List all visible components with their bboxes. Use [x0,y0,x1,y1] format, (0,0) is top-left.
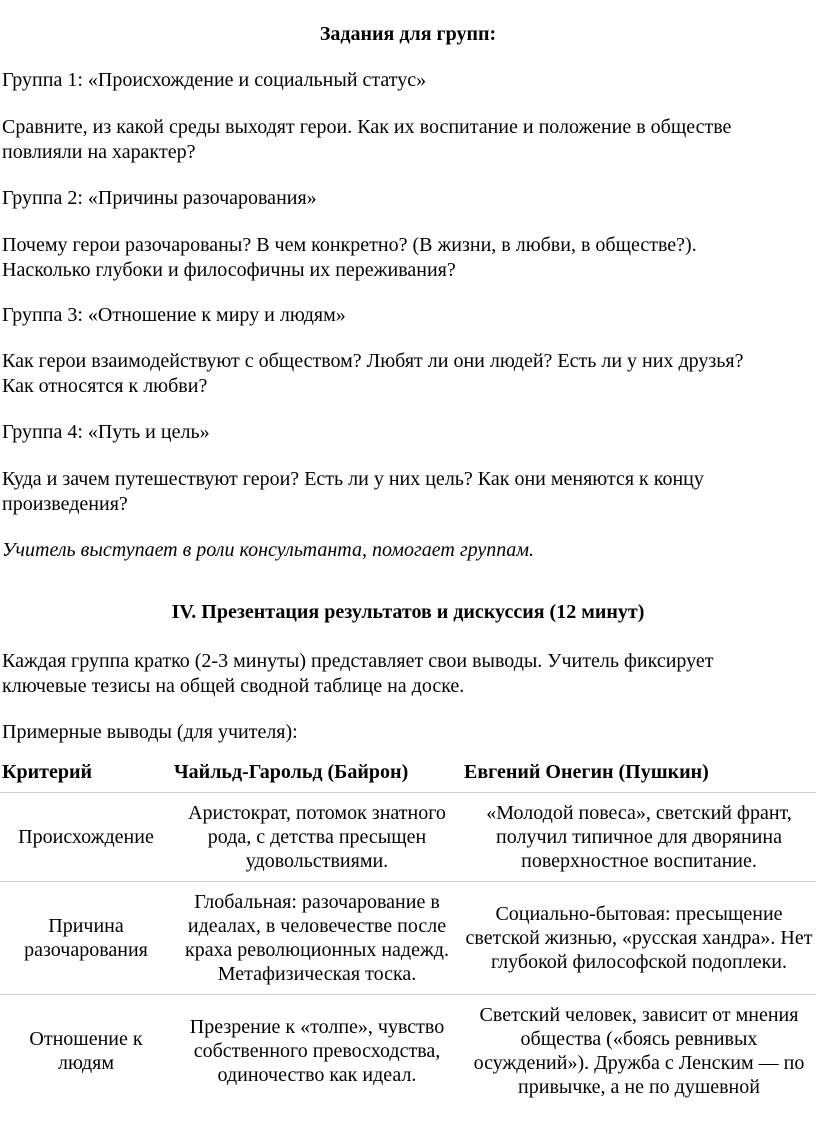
header-criterion: Критерий [2,761,93,783]
group-2-title: Группа 2: «Причины разочарования» [2,187,317,209]
group-1-title: Группа 1: «Происхождение и социальный статус» [2,69,427,91]
section-title: IV. Презентация результатов и дискуссия (12 минут) [171,601,645,623]
comparison-table [0,752,816,1107]
group-4-title: Группа 4: «Путь и цель» [2,421,210,443]
section-text-line-2: ключевые тезисы на общей сводной таблице на доске. [2,675,465,697]
header-onegin: Евгений Онегин (Пушкин) [464,761,709,783]
cell-criterion: Происхождение [0,793,172,882]
cell-onegin: «Молодой повеса», светский франт, получил типичное для дворянина поверхностное воспитание. [462,793,816,882]
cell-criterion: Отношение к людям [0,995,172,1108]
group-2-question-line-2: Насколько глубоки и философичны их переживания? [2,259,456,281]
group-3-question-line-1: Как герои взаимодействуют с обществом? Любят ли они людей? Есть ли у них друзья? [2,350,744,372]
cell-onegin: Социально-бытовая: пресыщение светской жизнью, «русская хандра». Нет глубокой философской подоплеки. [462,882,816,995]
section-text-line-1: Каждая группа кратко (2-3 минуты) представляет свои выводы. Учитель фиксирует [2,650,714,672]
group-2-question-line-1: Почему герои разочарованы? В чем конкретно? (В жизни, в любви, в обществе?). [2,234,697,256]
table-row [0,793,816,882]
cell-criterion: Причина разочарования [0,882,172,995]
group-1-question-line-1: Сравните, из какой среды выходят герои. Как их воспитание и положение в обществе [2,116,732,138]
table-header-row [0,752,816,793]
cell-childe-harold: Презрение к «толпе», чувство собственного превосходства, одиночество как идеал. [172,995,462,1108]
table-row [0,882,816,995]
teacher-note: Учитель выступает в роли консультанта, помогает группам. [2,539,535,561]
table-row [0,995,816,1108]
cell-onegin: Светский человек, зависит от мнения общества («боясь ревнивых осуждений»). Дружба с Ленским — по привычке, а не по душевной [462,995,816,1108]
group-3-title: Группа 3: «Отношение к миру и людям» [2,304,346,326]
header-childe-harold: Чайльд-Гарольд (Байрон) [174,761,409,783]
group-3-question-line-2: Как относятся к любви? [2,375,208,397]
tasks-heading: Задания для групп: [319,23,497,45]
cell-childe-harold: Глобальная: разочарование в идеалах, в человечестве после краха революционных надежд. Метафизическая тоска. [172,882,462,995]
group-4-question-line-1: Куда и зачем путешествуют герои? Есть ли у них цель? Как они меняются к концу [2,468,704,490]
group-4-question-line-2: произведения? [2,493,128,515]
cell-childe-harold: Аристократ, потомок знатного рода, с детства пресыщен удовольствиями. [172,793,462,882]
group-1-question-line-2: повлияли на характер? [2,141,196,163]
sample-intro: Примерные выводы (для учителя): [2,721,298,743]
